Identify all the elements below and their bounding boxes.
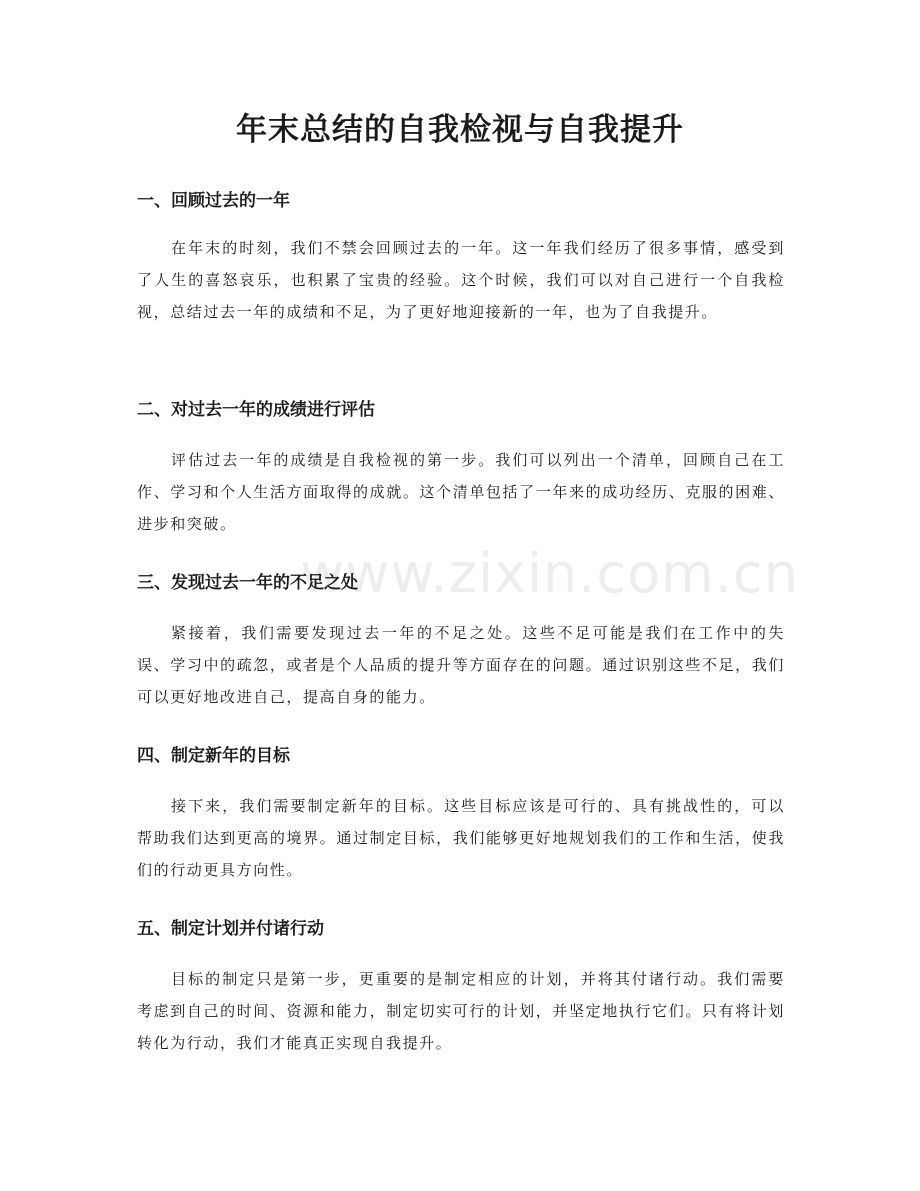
section-heading-2: 二、对过去一年的成绩进行评估 [137,400,375,420]
section-heading-1: 一、回顾过去的一年 [137,191,290,211]
watermark: www.zixin.com.cn [300,542,799,605]
section-body-1: 在年末的时刻，我们不禁会回顾过去的一年。这一年我们经历了很多事情，感受到了人生的喜怒哀乐，也积累了宝贵的经验。这个时候，我们可以对自己进行一个自我检视，总结过去一年的成绩和不足，为了更好地迎接新的一年，也为了自我提升。 [137,239,785,321]
section-body-5: 目标的制定只是第一步，更重要的是制定相应的计划，并将其付诸行动。我们需要考虑到自己的时间、资源和能力，制定切实可行的计划，并坚定地执行它们。只有将计划转化为行动，我们才能真正实现自我提升。 [137,970,785,1052]
section-heading-4: 四、制定新年的目标 [137,746,290,766]
document-title: 年末总结的自我检视与自我提升 [236,112,684,148]
section-body-4: 接下来，我们需要制定新年的目标。这些目标应该是可行的、具有挑战性的，可以帮助我们达到更高的境界。通过制定目标，我们能够更好地规划我们的工作和生活，使我们的行动更具方向性。 [137,797,785,879]
section-heading-3: 三、发现过去一年的不足之处 [137,573,358,593]
section-body-3: 紧接着，我们需要发现过去一年的不足之处。这些不足可能是我们在工作中的失误、学习中的疏忽，或者是个人品质的提升等方面存在的问题。通过识别这些不足，我们可以更好地改进自己，提高自身的能力。 [137,624,785,706]
section-heading-5: 五、制定计划并付诸行动 [137,919,324,939]
section-body-2: 评估过去一年的成绩是自我检视的第一步。我们可以列出一个清单，回顾自己在工作、学习和个人生活方面取得的成就。这个清单包括了一年来的成功经历、克服的困难、进步和突破。 [137,451,785,533]
